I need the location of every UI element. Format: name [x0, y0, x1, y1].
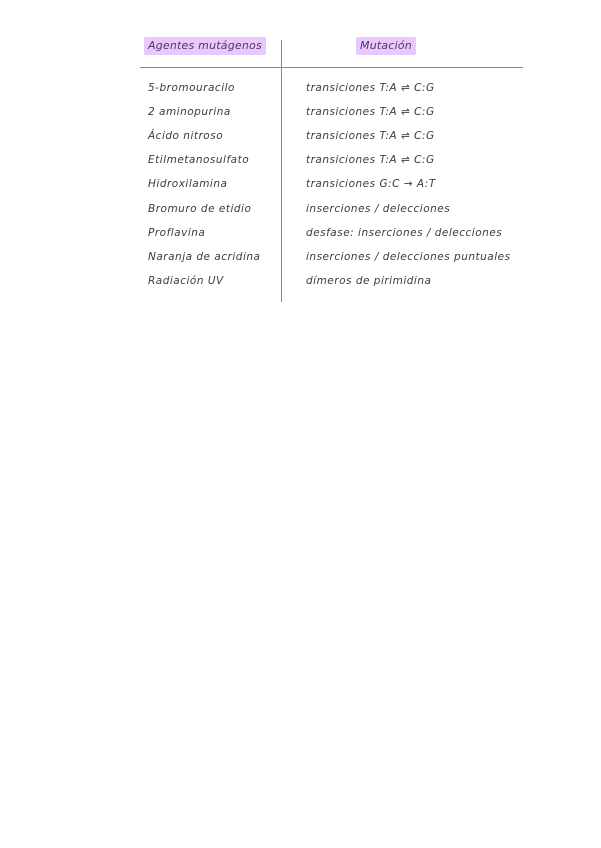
- agent-cell: 5-bromouracilo: [148, 82, 235, 94]
- header-highlight-agents: Agentes mutágenos: [144, 37, 266, 55]
- mutation-cell: transiciones T:A ⇌ C:G: [306, 106, 435, 118]
- table-row: [0, 105, 601, 129]
- agent-cell: Naranja de acridina: [148, 251, 261, 263]
- mutation-cell: transiciones T:A ⇌ C:G: [306, 154, 435, 166]
- mutation-cell: desfase: inserciones / delecciones: [306, 227, 503, 239]
- column-header-mutation: [356, 40, 416, 51]
- table-row: [0, 226, 601, 250]
- table-row: [0, 274, 601, 298]
- mutation-cell: transiciones T:A ⇌ C:G: [306, 82, 435, 94]
- mutation-cell: inserciones / delecciones puntuales: [306, 251, 511, 263]
- table-row: [0, 177, 601, 201]
- mutation-cell: transiciones G:C → A:T: [306, 178, 436, 190]
- table-row: [0, 153, 601, 177]
- header-divider: [140, 67, 523, 68]
- table-row: [0, 202, 601, 226]
- agent-cell: Bromuro de etidio: [148, 203, 252, 215]
- column-header-agents: [144, 40, 266, 51]
- mutation-cell: inserciones / delecciones: [306, 203, 451, 215]
- table-row: [0, 250, 601, 274]
- table-row: [0, 129, 601, 153]
- agent-cell: Radiación UV: [148, 275, 224, 287]
- agent-cell: Proflavina: [148, 227, 206, 239]
- mutation-cell: transiciones T:A ⇌ C:G: [306, 130, 435, 142]
- agent-cell: Ácido nitroso: [148, 130, 224, 142]
- mutation-cell: dímeros de pirimidina: [306, 275, 432, 287]
- agent-cell: Hidroxilamina: [148, 178, 228, 190]
- agent-cell: Etilmetanosulfato: [148, 154, 250, 166]
- agent-cell: 2 aminopurina: [148, 106, 231, 118]
- table-row: [0, 81, 601, 105]
- header-highlight-mutation: Mutación: [356, 37, 416, 55]
